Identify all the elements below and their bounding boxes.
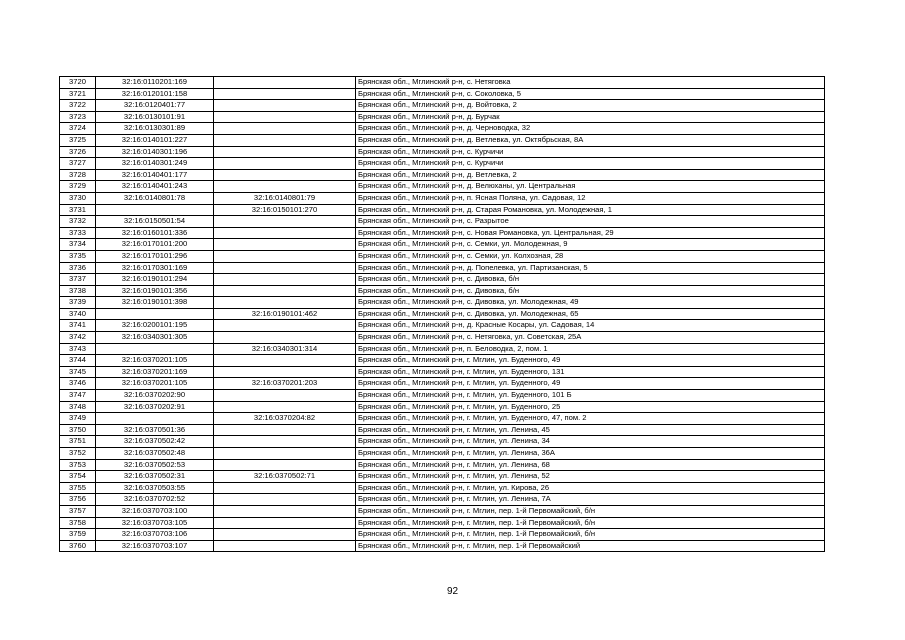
cadastral-number-cell: 32:16:0370501:36 [96, 424, 214, 436]
related-cadastral-number-cell [214, 169, 356, 181]
cadastral-number-cell [96, 343, 214, 355]
cadastral-number-cell: 32:16:0370503:55 [96, 482, 214, 494]
table-row [60, 366, 825, 378]
row-number-cell: 3727 [60, 158, 96, 170]
table-row [60, 88, 825, 100]
related-cadastral-number-cell [214, 448, 356, 460]
related-cadastral-number-cell [214, 146, 356, 158]
table-row [60, 320, 825, 332]
table-row [60, 436, 825, 448]
row-number-cell: 3740 [60, 308, 96, 320]
row-number-cell: 3732 [60, 216, 96, 228]
table-row [60, 262, 825, 274]
cadastral-number-cell: 32:16:0190101:294 [96, 274, 214, 286]
related-cadastral-number-cell: 32:16:0370204:82 [214, 413, 356, 425]
cadastral-number-cell: 32:16:0150501:54 [96, 216, 214, 228]
related-cadastral-number-cell [214, 262, 356, 274]
cadastral-number-cell: 32:16:0370703:107 [96, 540, 214, 552]
page-number: 92 [446, 586, 459, 597]
address-cell: Брянская обл., Мглинский р-н, г. Мглин, пер. 1-й Первомайский [356, 540, 825, 552]
address-cell: Брянская обл., Мглинский р-н, с. Нетяговка [356, 77, 825, 89]
row-number-cell: 3724 [60, 123, 96, 135]
cadastral-number-cell: 32:16:0200101:195 [96, 320, 214, 332]
related-cadastral-number-cell [214, 401, 356, 413]
cadastral-number-cell: 32:16:0160101:336 [96, 227, 214, 239]
table-row [60, 181, 825, 193]
address-cell: Брянская обл., Мглинский р-н, г. Мглин, ул. Ленина, 36А [356, 448, 825, 460]
row-number-cell: 3752 [60, 448, 96, 460]
table-row [60, 169, 825, 181]
address-cell: Брянская обл., Мглинский р-н, г. Мглин, ул. Буденного, 131 [356, 366, 825, 378]
cadastral-number-cell: 32:16:0370502:48 [96, 448, 214, 460]
table-row [60, 134, 825, 146]
address-cell: Брянская обл., Мглинский р-н, г. Мглин, ул. Буденного, 49 [356, 378, 825, 390]
row-number-cell: 3738 [60, 285, 96, 297]
row-number-cell: 3733 [60, 227, 96, 239]
address-cell: Брянская обл., Мглинский р-н, п. Ясная Поляна, ул. Садовая, 12 [356, 192, 825, 204]
address-cell: Брянская обл., Мглинский р-н, д. Попелевка, ул. Партизанская, 5 [356, 262, 825, 274]
related-cadastral-number-cell [214, 436, 356, 448]
row-number-cell: 3726 [60, 146, 96, 158]
row-number-cell: 3731 [60, 204, 96, 216]
cadastral-number-cell: 32:16:0140401:243 [96, 181, 214, 193]
table-row [60, 471, 825, 483]
row-number-cell: 3747 [60, 390, 96, 402]
table-row [60, 308, 825, 320]
registry-table [59, 76, 825, 552]
row-number-cell: 3725 [60, 134, 96, 146]
row-number-cell: 3741 [60, 320, 96, 332]
cadastral-number-cell: 32:16:0370502:53 [96, 459, 214, 471]
table-row [60, 158, 825, 170]
row-number-cell: 3742 [60, 332, 96, 344]
address-cell: Брянская обл., Мглинский р-н, г. Мглин, ул. Буденного, 101 Б [356, 390, 825, 402]
related-cadastral-number-cell: 32:16:0140801:79 [214, 192, 356, 204]
row-number-cell: 3756 [60, 494, 96, 506]
table-row [60, 540, 825, 552]
related-cadastral-number-cell: 32:16:0150101:270 [214, 204, 356, 216]
table-row [60, 204, 825, 216]
related-cadastral-number-cell [214, 77, 356, 89]
cadastral-number-cell: 32:16:0140301:249 [96, 158, 214, 170]
row-number-cell: 3729 [60, 181, 96, 193]
cadastral-number-cell: 32:16:0130101:91 [96, 111, 214, 123]
cadastral-number-cell: 32:16:0370703:106 [96, 529, 214, 541]
related-cadastral-number-cell [214, 181, 356, 193]
row-number-cell: 3759 [60, 529, 96, 541]
table-row [60, 459, 825, 471]
related-cadastral-number-cell [214, 517, 356, 529]
cadastral-number-cell: 32:16:0140101:227 [96, 134, 214, 146]
table-row [60, 227, 825, 239]
table-row [60, 517, 825, 529]
cadastral-number-cell: 32:16:0370502:42 [96, 436, 214, 448]
address-cell: Брянская обл., Мглинский р-н, г. Мглин, ул. Ленина, 7А [356, 494, 825, 506]
related-cadastral-number-cell [214, 285, 356, 297]
related-cadastral-number-cell [214, 320, 356, 332]
row-number-cell: 3750 [60, 424, 96, 436]
table-row [60, 111, 825, 123]
address-cell: Брянская обл., Мглинский р-н, с. Курчичи [356, 158, 825, 170]
related-cadastral-number-cell [214, 227, 356, 239]
row-number-cell: 3749 [60, 413, 96, 425]
related-cadastral-number-cell [214, 424, 356, 436]
row-number-cell: 3746 [60, 378, 96, 390]
cadastral-number-cell: 32:16:0370202:90 [96, 390, 214, 402]
table-row [60, 77, 825, 89]
cadastral-number-cell [96, 308, 214, 320]
address-cell: Брянская обл., Мглинский р-н, д. Войтовка, 2 [356, 100, 825, 112]
table-row [60, 448, 825, 460]
address-cell: Брянская обл., Мглинский р-н, с. Дивовка, ул. Молодежная, 65 [356, 308, 825, 320]
related-cadastral-number-cell: 32:16:0340301:314 [214, 343, 356, 355]
cadastral-number-cell: 32:16:0190101:356 [96, 285, 214, 297]
cadastral-number-cell: 32:16:0370201:169 [96, 366, 214, 378]
cadastral-number-cell: 32:16:0370703:105 [96, 517, 214, 529]
address-cell: Брянская обл., Мглинский р-н, д. Красные Косары, ул. Садовая, 14 [356, 320, 825, 332]
related-cadastral-number-cell [214, 239, 356, 251]
related-cadastral-number-cell: 32:16:0190101:462 [214, 308, 356, 320]
cadastral-number-cell: 32:16:0370201:105 [96, 355, 214, 367]
table-row [60, 123, 825, 135]
table-row [60, 192, 825, 204]
table-row [60, 390, 825, 402]
address-cell: Брянская обл., Мглинский р-н, г. Мглин, пер. 1-й Первомайский, б/н [356, 517, 825, 529]
table-row [60, 355, 825, 367]
related-cadastral-number-cell [214, 274, 356, 286]
address-cell: Брянская обл., Мглинский р-н, с. Курчичи [356, 146, 825, 158]
address-cell: Брянская обл., Мглинский р-н, г. Мглин, ул. Ленина, 34 [356, 436, 825, 448]
related-cadastral-number-cell [214, 88, 356, 100]
address-cell: Брянская обл., Мглинский р-н, г. Мглин, пер. 1-й Первомайский, б/н [356, 529, 825, 541]
related-cadastral-number-cell [214, 355, 356, 367]
related-cadastral-number-cell [214, 529, 356, 541]
table-row [60, 239, 825, 251]
cadastral-number-cell: 32:16:0370201:105 [96, 378, 214, 390]
address-cell: Брянская обл., Мглинский р-н, с. Дивовка, б/н [356, 274, 825, 286]
table-row [60, 285, 825, 297]
cadastral-number-cell: 32:16:0140801:78 [96, 192, 214, 204]
address-cell: Брянская обл., Мглинский р-н, с. Соколовка, 5 [356, 88, 825, 100]
address-cell: Брянская обл., Мглинский р-н, д. Ветлевка, ул. Октябрьская, 8А [356, 134, 825, 146]
related-cadastral-number-cell [214, 366, 356, 378]
related-cadastral-number-cell [214, 540, 356, 552]
address-cell: Брянская обл., Мглинский р-н, с. Дивовка, ул. Молодежная, 49 [356, 297, 825, 309]
address-cell: Брянская обл., Мглинский р-н, с. Семки, ул. Колхозная, 28 [356, 250, 825, 262]
row-number-cell: 3744 [60, 355, 96, 367]
address-cell: Брянская обл., Мглинский р-н, с. Разрытое [356, 216, 825, 228]
related-cadastral-number-cell [214, 158, 356, 170]
row-number-cell: 3739 [60, 297, 96, 309]
related-cadastral-number-cell: 32:16:0370502:71 [214, 471, 356, 483]
table-row [60, 482, 825, 494]
address-cell: Брянская обл., Мглинский р-н, г. Мглин, ул. Буденного, 47, пом. 2 [356, 413, 825, 425]
related-cadastral-number-cell [214, 216, 356, 228]
address-cell: Брянская обл., Мглинский р-н, д. Ветлевка, 2 [356, 169, 825, 181]
row-number-cell: 3723 [60, 111, 96, 123]
cadastral-number-cell: 32:16:0370703:100 [96, 505, 214, 517]
address-cell: Брянская обл., Мглинский р-н, д. Велюханы, ул. Центральная [356, 181, 825, 193]
related-cadastral-number-cell [214, 297, 356, 309]
row-number-cell: 3754 [60, 471, 96, 483]
address-cell: Брянская обл., Мглинский р-н, г. Мглин, пер. 1-й Первомайский, б/н [356, 505, 825, 517]
table-row [60, 250, 825, 262]
row-number-cell: 3758 [60, 517, 96, 529]
row-number-cell: 3760 [60, 540, 96, 552]
cadastral-number-cell: 32:16:0370202:91 [96, 401, 214, 413]
related-cadastral-number-cell [214, 494, 356, 506]
related-cadastral-number-cell [214, 505, 356, 517]
row-number-cell: 3757 [60, 505, 96, 517]
address-cell: Брянская обл., Мглинский р-н, г. Мглин, ул. Ленина, 68 [356, 459, 825, 471]
cadastral-number-cell: 32:16:0140301:196 [96, 146, 214, 158]
cadastral-number-cell: 32:16:0140401:177 [96, 169, 214, 181]
address-cell: Брянская обл., Мглинский р-н, д. Бурчак [356, 111, 825, 123]
cadastral-number-cell: 32:16:0170101:296 [96, 250, 214, 262]
related-cadastral-number-cell: 32:16:0370201:203 [214, 378, 356, 390]
address-cell: Брянская обл., Мглинский р-н, г. Мглин, ул. Буденного, 25 [356, 401, 825, 413]
table-body [60, 77, 825, 552]
row-number-cell: 3737 [60, 274, 96, 286]
address-cell: Брянская обл., Мглинский р-н, с. Семки, ул. Молодежная, 9 [356, 239, 825, 251]
cadastral-number-cell: 32:16:0110201:169 [96, 77, 214, 89]
address-cell: Брянская обл., Мглинский р-н, г. Мглин, ул. Ленина, 52 [356, 471, 825, 483]
table-row [60, 505, 825, 517]
address-cell: Брянская обл., Мглинский р-н, п. Беловодка, 2, пом. 1 [356, 343, 825, 355]
table-row [60, 100, 825, 112]
related-cadastral-number-cell [214, 250, 356, 262]
table-row [60, 401, 825, 413]
row-number-cell: 3734 [60, 239, 96, 251]
address-cell: Брянская обл., Мглинский р-н, д. Черноводка, 32 [356, 123, 825, 135]
address-cell: Брянская обл., Мглинский р-н, г. Мглин, ул. Буденного, 49 [356, 355, 825, 367]
related-cadastral-number-cell [214, 482, 356, 494]
table-row [60, 274, 825, 286]
row-number-cell: 3730 [60, 192, 96, 204]
cadastral-number-cell: 32:16:0340301:305 [96, 332, 214, 344]
cadastral-number-cell: 32:16:0370502:31 [96, 471, 214, 483]
row-number-cell: 3720 [60, 77, 96, 89]
table-row [60, 216, 825, 228]
related-cadastral-number-cell [214, 459, 356, 471]
cadastral-number-cell: 32:16:0370702:52 [96, 494, 214, 506]
row-number-cell: 3736 [60, 262, 96, 274]
table-row [60, 146, 825, 158]
row-number-cell: 3755 [60, 482, 96, 494]
cadastral-number-cell: 32:16:0190101:398 [96, 297, 214, 309]
table-row [60, 378, 825, 390]
address-cell: Брянская обл., Мглинский р-н, с. Дивовка, б/н [356, 285, 825, 297]
cadastral-number-cell: 32:16:0170301:169 [96, 262, 214, 274]
related-cadastral-number-cell [214, 111, 356, 123]
row-number-cell: 3722 [60, 100, 96, 112]
table-row [60, 494, 825, 506]
cadastral-number-cell [96, 413, 214, 425]
cadastral-number-cell: 32:16:0120101:158 [96, 88, 214, 100]
row-number-cell: 3753 [60, 459, 96, 471]
table-row [60, 529, 825, 541]
table-row [60, 424, 825, 436]
table-row [60, 297, 825, 309]
address-cell: Брянская обл., Мглинский р-н, д. Старая Романовка, ул. Молодежная, 1 [356, 204, 825, 216]
related-cadastral-number-cell [214, 123, 356, 135]
address-cell: Брянская обл., Мглинский р-н, с. Нетяговка, ул. Советская, 25А [356, 332, 825, 344]
related-cadastral-number-cell [214, 134, 356, 146]
row-number-cell: 3745 [60, 366, 96, 378]
row-number-cell: 3743 [60, 343, 96, 355]
row-number-cell: 3748 [60, 401, 96, 413]
row-number-cell: 3735 [60, 250, 96, 262]
table-row [60, 343, 825, 355]
related-cadastral-number-cell [214, 390, 356, 402]
related-cadastral-number-cell [214, 100, 356, 112]
cadastral-number-cell [96, 204, 214, 216]
address-cell: Брянская обл., Мглинский р-н, с. Новая Романовка, ул. Центральная, 29 [356, 227, 825, 239]
cadastral-number-cell: 32:16:0130301:89 [96, 123, 214, 135]
row-number-cell: 3751 [60, 436, 96, 448]
cadastral-number-cell: 32:16:0170101:200 [96, 239, 214, 251]
address-cell: Брянская обл., Мглинский р-н, г. Мглин, ул. Кирова, 26 [356, 482, 825, 494]
row-number-cell: 3728 [60, 169, 96, 181]
address-cell: Брянская обл., Мглинский р-н, г. Мглин, ул. Ленина, 45 [356, 424, 825, 436]
related-cadastral-number-cell [214, 332, 356, 344]
table-row [60, 332, 825, 344]
table-row [60, 413, 825, 425]
row-number-cell: 3721 [60, 88, 96, 100]
cadastral-number-cell: 32:16:0120401:77 [96, 100, 214, 112]
